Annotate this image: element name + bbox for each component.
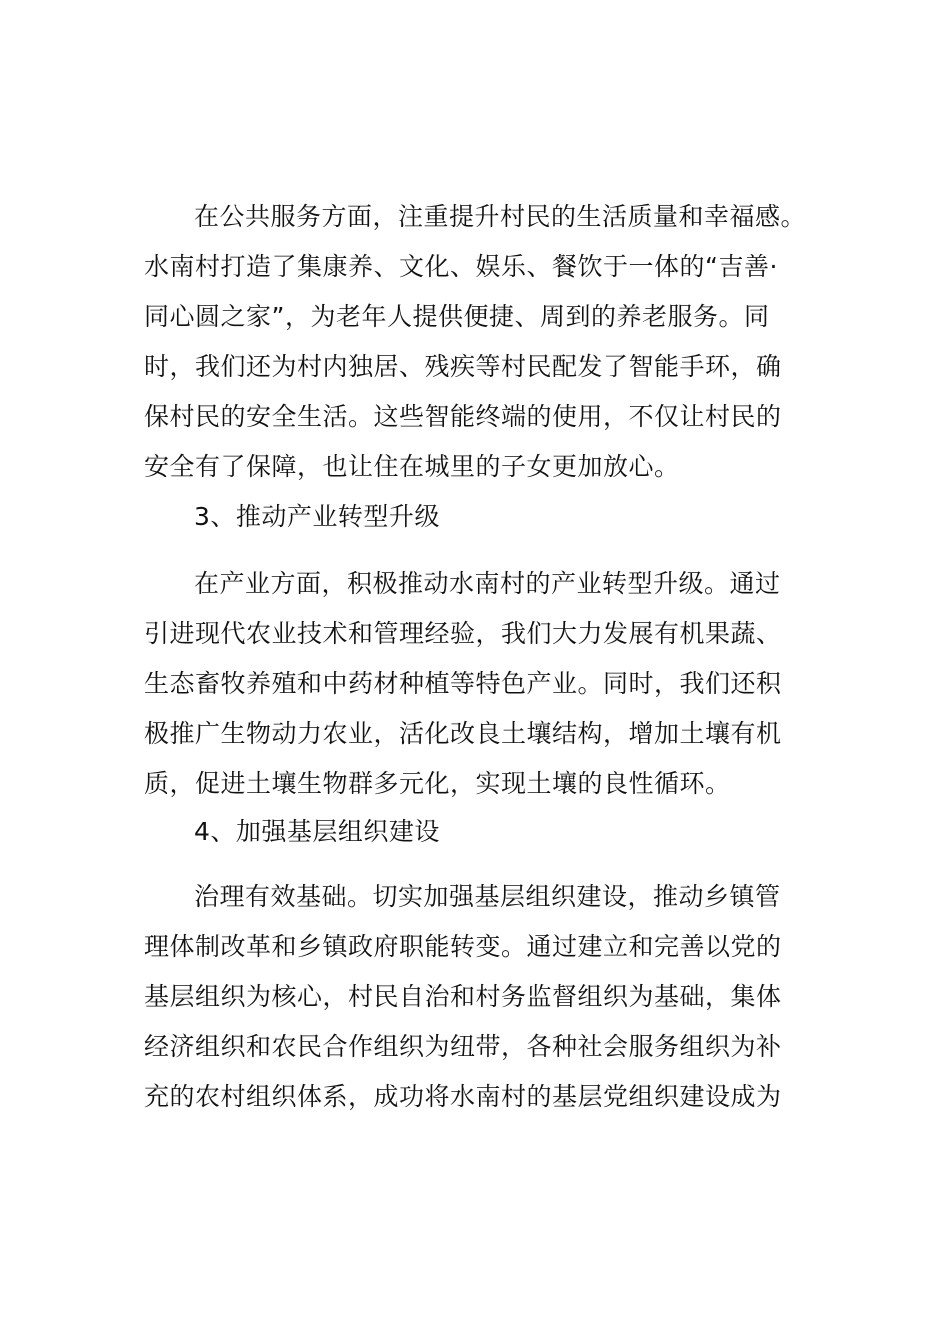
paragraph-line: 治理有效基础。切实加强基层组织建设，推动乡镇管 <box>194 882 781 911</box>
paragraph-line: 水南村打造了集康养、文化、娱乐、餐饮于一体的“吉善· <box>144 252 778 281</box>
paragraph-line: 经济组织和农民合作组织为纽带，各种社会服务组织为补 <box>144 1032 782 1061</box>
paragraph-line: 引进现代农业技术和管理经验，我们大力发展有机果蔬、 <box>144 619 782 648</box>
section-heading-3: 3、推动产业转型升级 <box>194 502 440 531</box>
paragraph-line: 同心圆之家”，为老年人提供便捷、周到的养老服务。同 <box>144 302 770 331</box>
paragraph-line: 在公共服务方面，注重提升村民的生活质量和幸福感。 <box>194 202 807 231</box>
paragraph-line: 保村民的安全生活。这些智能终端的使用，不仅让村民的 <box>144 402 782 431</box>
paragraph-line: 时，我们还为村内独居、残疾等村民配发了智能手环，确 <box>144 352 782 381</box>
paragraph-line: 基层组织为核心，村民自治和村务监督组织为基础，集体 <box>144 982 782 1011</box>
paragraph-line: 在产业方面，积极推动水南村的产业转型升级。通过 <box>194 569 781 598</box>
paragraph-line: 质，促进土壤生物群多元化，实现土壤的良性循环。 <box>144 769 731 798</box>
paragraph-line: 理体制改革和乡镇政府职能转变。通过建立和完善以党的 <box>144 932 782 961</box>
paragraph-line: 极推广生物动力农业，活化改良土壤结构，增加土壤有机 <box>144 719 782 748</box>
paragraph-line: 安全有了保障，也让住在城里的子女更加放心。 <box>144 452 680 481</box>
paragraph-line: 充的农村组织体系，成功将水南村的基层党组织建设成为 <box>144 1082 782 1111</box>
paragraph-line: 生态畜牧养殖和中药材种植等特色产业。同时，我们还积 <box>144 669 782 698</box>
section-heading-4: 4、加强基层组织建设 <box>194 817 440 846</box>
